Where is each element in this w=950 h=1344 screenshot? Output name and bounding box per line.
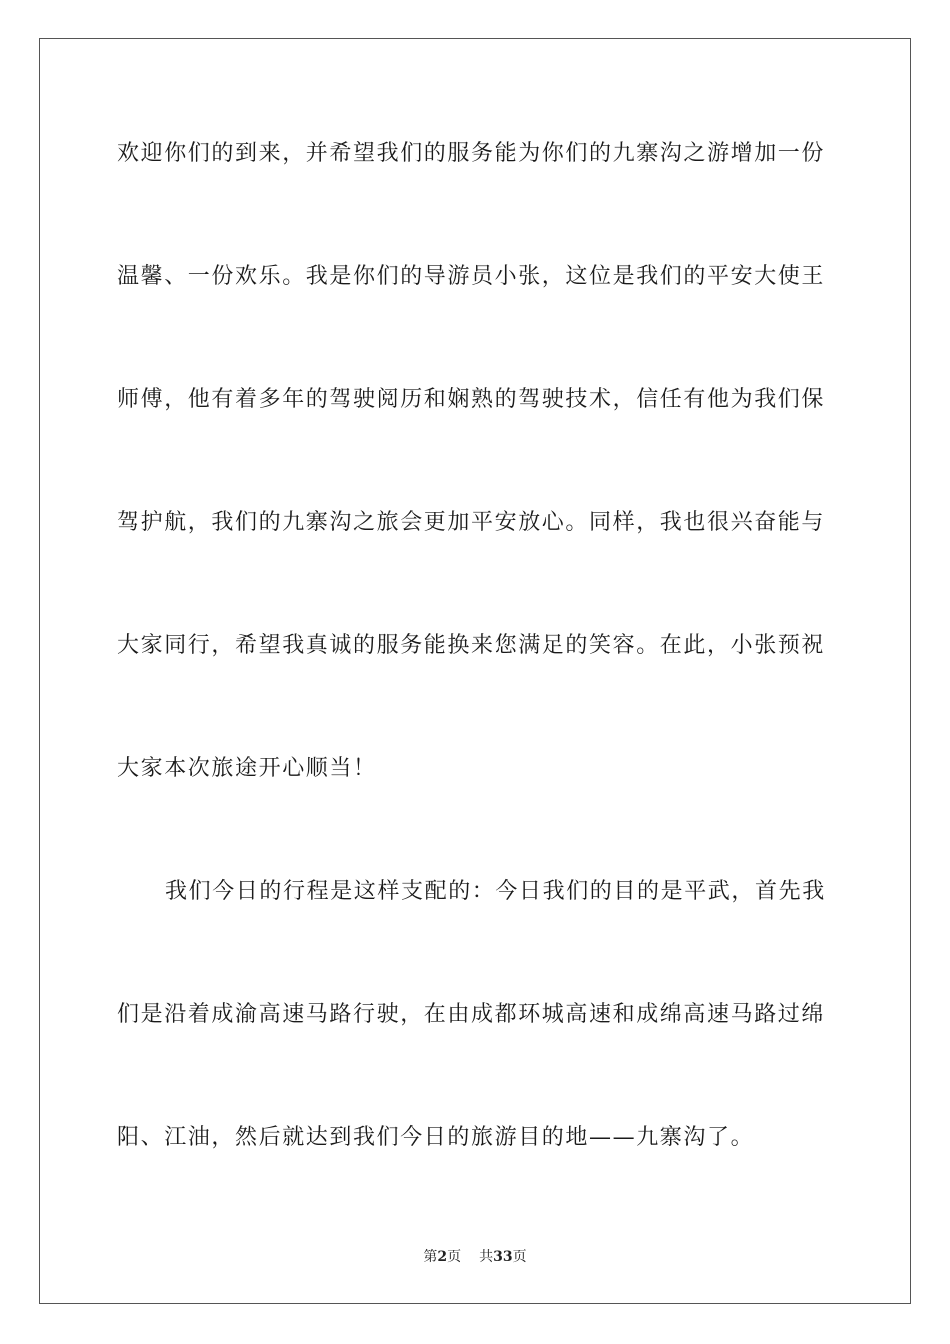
paragraph-1-line-4: 驾护航，我们的九寨沟之旅会更加平安放心。同样，我也很兴奋能与 (117, 510, 826, 535)
paragraph-1-line-6: 大家本次旅途开心顺当！ (117, 756, 377, 781)
paragraph-2-line-2: 们是沿着成渝高速马路行驶，在由成都环城高速和成绵高速马路过绵 (117, 1002, 826, 1027)
paragraph-1-line-5: 大家同行，希望我真诚的服务能换来您满足的笑容。在此，小张预祝 (117, 633, 826, 658)
page-prefix: 第 (423, 1249, 438, 1265)
paragraph-1-line-3: 师傅，他有着多年的驾驶阅历和娴熟的驾驶技术，信任有他为我们保 (117, 387, 826, 412)
total-prefix: 共 (479, 1249, 494, 1265)
paragraph-2-line-1: 我们今日的行程是这样支配的：今日我们的目的是平武，首先我 (165, 879, 826, 904)
document-body (117, 124, 833, 1231)
total-pages: 33 (493, 1249, 513, 1265)
paragraph-1-line-2: 温馨、一份欢乐。我是你们的导游员小张，这位是我们的平安大使王 (117, 264, 826, 289)
page-footer (0, 1246, 950, 1266)
page-suffix: 页 (447, 1249, 462, 1265)
page-number: 2 (437, 1249, 448, 1265)
paragraph-2-line-3: 阳、江油，然后就达到我们今日的旅游目的地——九寨沟了。 (117, 1125, 755, 1150)
total-suffix: 页 (512, 1249, 527, 1265)
paragraph-1-line-1: 欢迎你们的到来，并希望我们的服务能为你们的九寨沟之游增加一份 (117, 141, 826, 166)
